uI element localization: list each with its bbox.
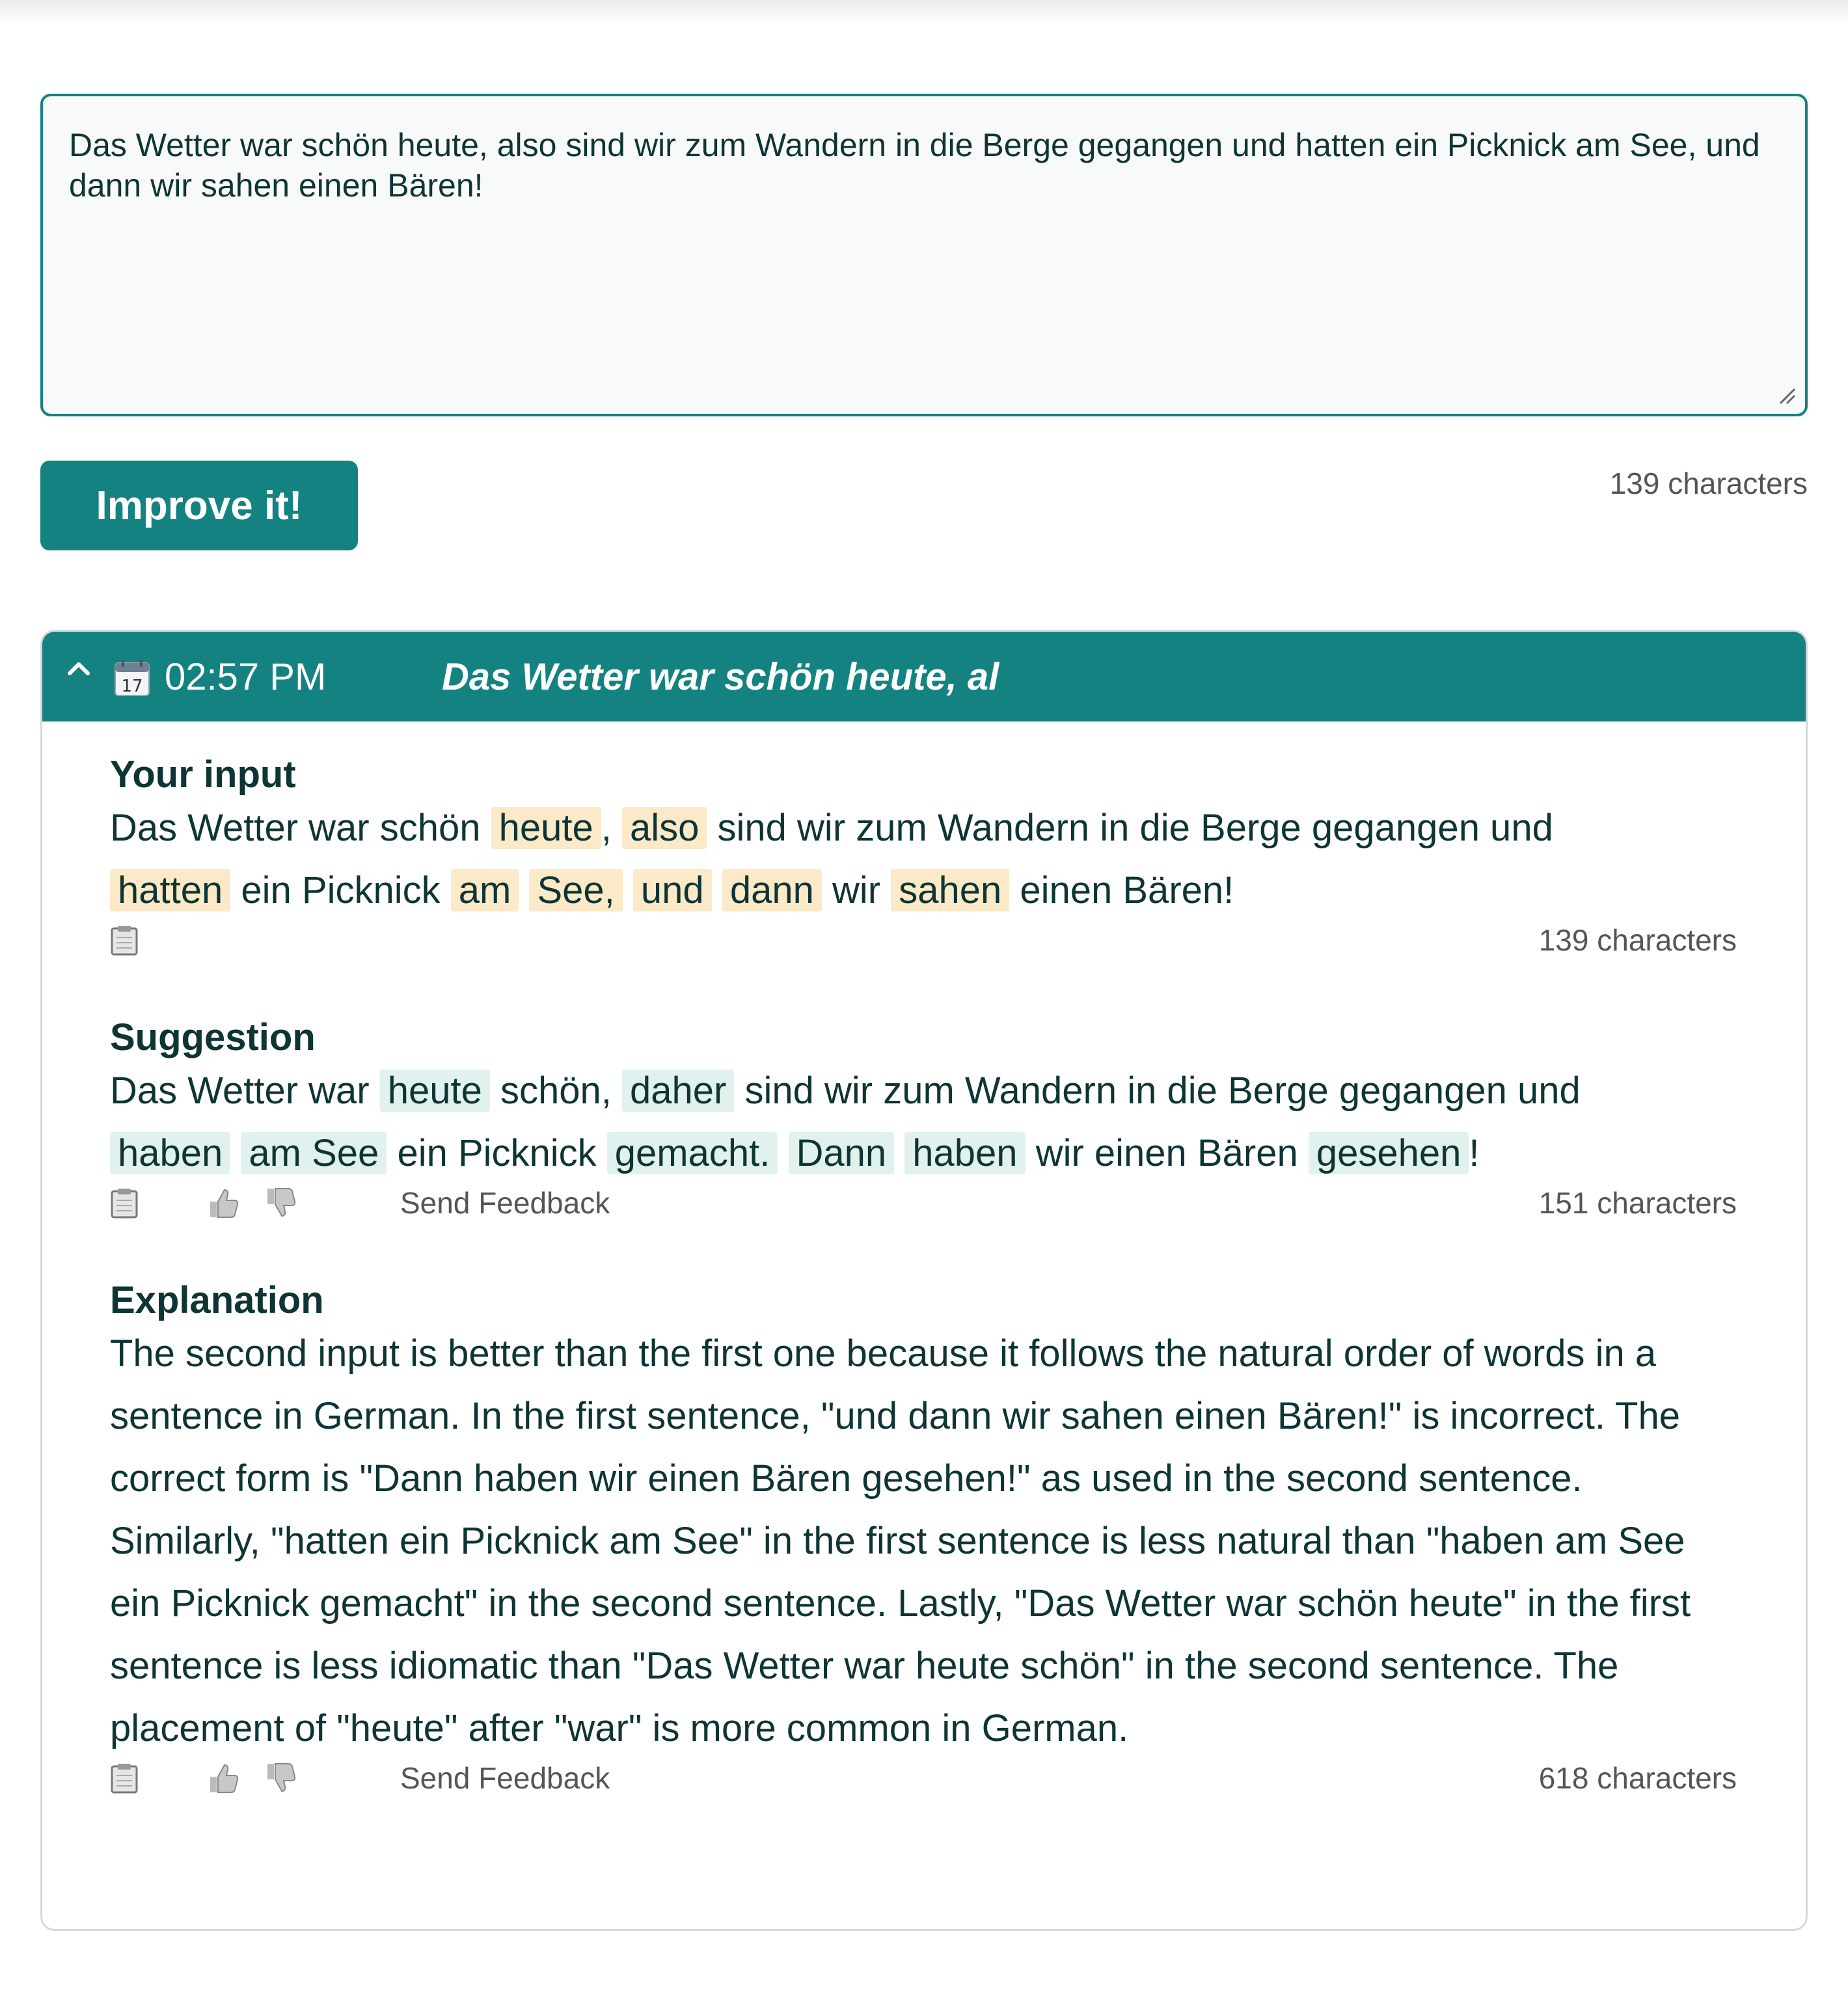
thumbs-up-icon[interactable]: [206, 1186, 240, 1220]
changed-word: See,: [529, 869, 622, 911]
text-segment: ,: [601, 807, 612, 849]
text-segment: ein Picknick: [241, 869, 441, 911]
result-card-header[interactable]: [42, 632, 1806, 721]
explanation-text: The second input is better than the first one because it follows the natural order of words in a sentence in German. In the first sentence, "und dann wir sahen einen Bären!" is incorrect. The correct form is "Dann haben wir einen Bären gesehen!" as used in the second sentence. Similarly, "hatten ein Picknick am See" in the first sentence is less natural than "haben am See ein Picknick gemacht" in the second sentence. Lastly, "Das Wetter war schön heute" in the first sentence is less idiomatic than "Das Wetter war heute schön" in the second sentence. The placement of "heute" after "war" is more common in German.: [110, 1332, 1691, 1749]
svg-text:17: 17: [121, 677, 143, 696]
resize-grip-icon[interactable]: [1776, 385, 1796, 405]
text-segment: Das Wetter war: [110, 1070, 370, 1112]
changed-word: am: [451, 869, 519, 911]
suggestion-section: [110, 1016, 1737, 1224]
changed-word: und: [633, 869, 712, 911]
send-feedback-link[interactable]: Send Feedback: [400, 1761, 610, 1795]
explanation-heading: Explanation: [110, 1279, 324, 1321]
suggested-word: gesehen: [1309, 1132, 1469, 1174]
suggestion-text: [110, 1060, 1737, 1185]
text-segment: wir: [832, 869, 881, 911]
suggested-word: gemacht.: [607, 1132, 778, 1174]
thumbs-down-icon[interactable]: [264, 1186, 297, 1220]
input-char-count: 139 characters: [1609, 466, 1808, 500]
thumbs-down-icon[interactable]: [264, 1761, 297, 1795]
your-input-char-count: 139 characters: [1538, 923, 1737, 957]
suggested-word: heute: [380, 1070, 490, 1112]
calendar-icon: [113, 659, 152, 698]
suggested-word: daher: [622, 1070, 734, 1112]
your-input-section: [110, 753, 1737, 961]
explanation-tools: [110, 1760, 1737, 1799]
changed-word: also: [622, 807, 707, 849]
text-segment: schön,: [500, 1070, 612, 1112]
your-input-heading: Your input: [110, 753, 296, 796]
text-segment: !: [1469, 1132, 1480, 1174]
text-segment: einen Bären!: [1020, 869, 1234, 911]
your-input-text: [110, 797, 1737, 922]
clipboard-icon[interactable]: [110, 1762, 139, 1794]
text-input-container: [40, 94, 1808, 416]
suggested-word: am See: [241, 1132, 387, 1174]
your-input-tools: [110, 922, 1737, 961]
clipboard-icon[interactable]: [110, 1187, 139, 1219]
suggested-word: Dann: [789, 1132, 895, 1174]
text-segment: wir einen Bären: [1035, 1132, 1298, 1174]
text-segment: sind wir zum Wandern in die Berge gegangen und: [717, 807, 1553, 849]
changed-word: sahen: [891, 869, 1009, 911]
suggested-word: haben: [110, 1132, 230, 1174]
top-shadow: [0, 0, 1848, 26]
chevron-up-icon[interactable]: [64, 654, 93, 682]
text-segment: ein Picknick: [397, 1132, 597, 1174]
thumbs-up-icon[interactable]: [206, 1761, 240, 1795]
text-input[interactable]: [43, 96, 1805, 414]
suggestion-heading: Suggestion: [110, 1016, 316, 1058]
text-segment: Das Wetter war schön: [110, 807, 481, 849]
text-segment: sind wir zum Wandern in die Berge gegangen und: [744, 1070, 1581, 1112]
changed-word: dann: [722, 869, 822, 911]
send-feedback-link[interactable]: Send Feedback: [400, 1186, 610, 1220]
explanation-section: [110, 1278, 1737, 1799]
changed-word: hatten: [110, 869, 230, 911]
clipboard-icon[interactable]: [110, 924, 139, 956]
result-title: Das Wetter war schön heute, al: [442, 656, 999, 698]
result-card: [40, 630, 1808, 1931]
result-time: 02:57 PM: [165, 656, 327, 698]
changed-word: heute: [491, 807, 601, 849]
improve-button[interactable]: Improve it!: [40, 461, 358, 550]
explanation-char-count: 618 characters: [1538, 1761, 1737, 1795]
suggestion-tools: [110, 1185, 1737, 1224]
suggested-word: haben: [904, 1132, 1025, 1174]
suggestion-char-count: 151 characters: [1538, 1186, 1737, 1220]
